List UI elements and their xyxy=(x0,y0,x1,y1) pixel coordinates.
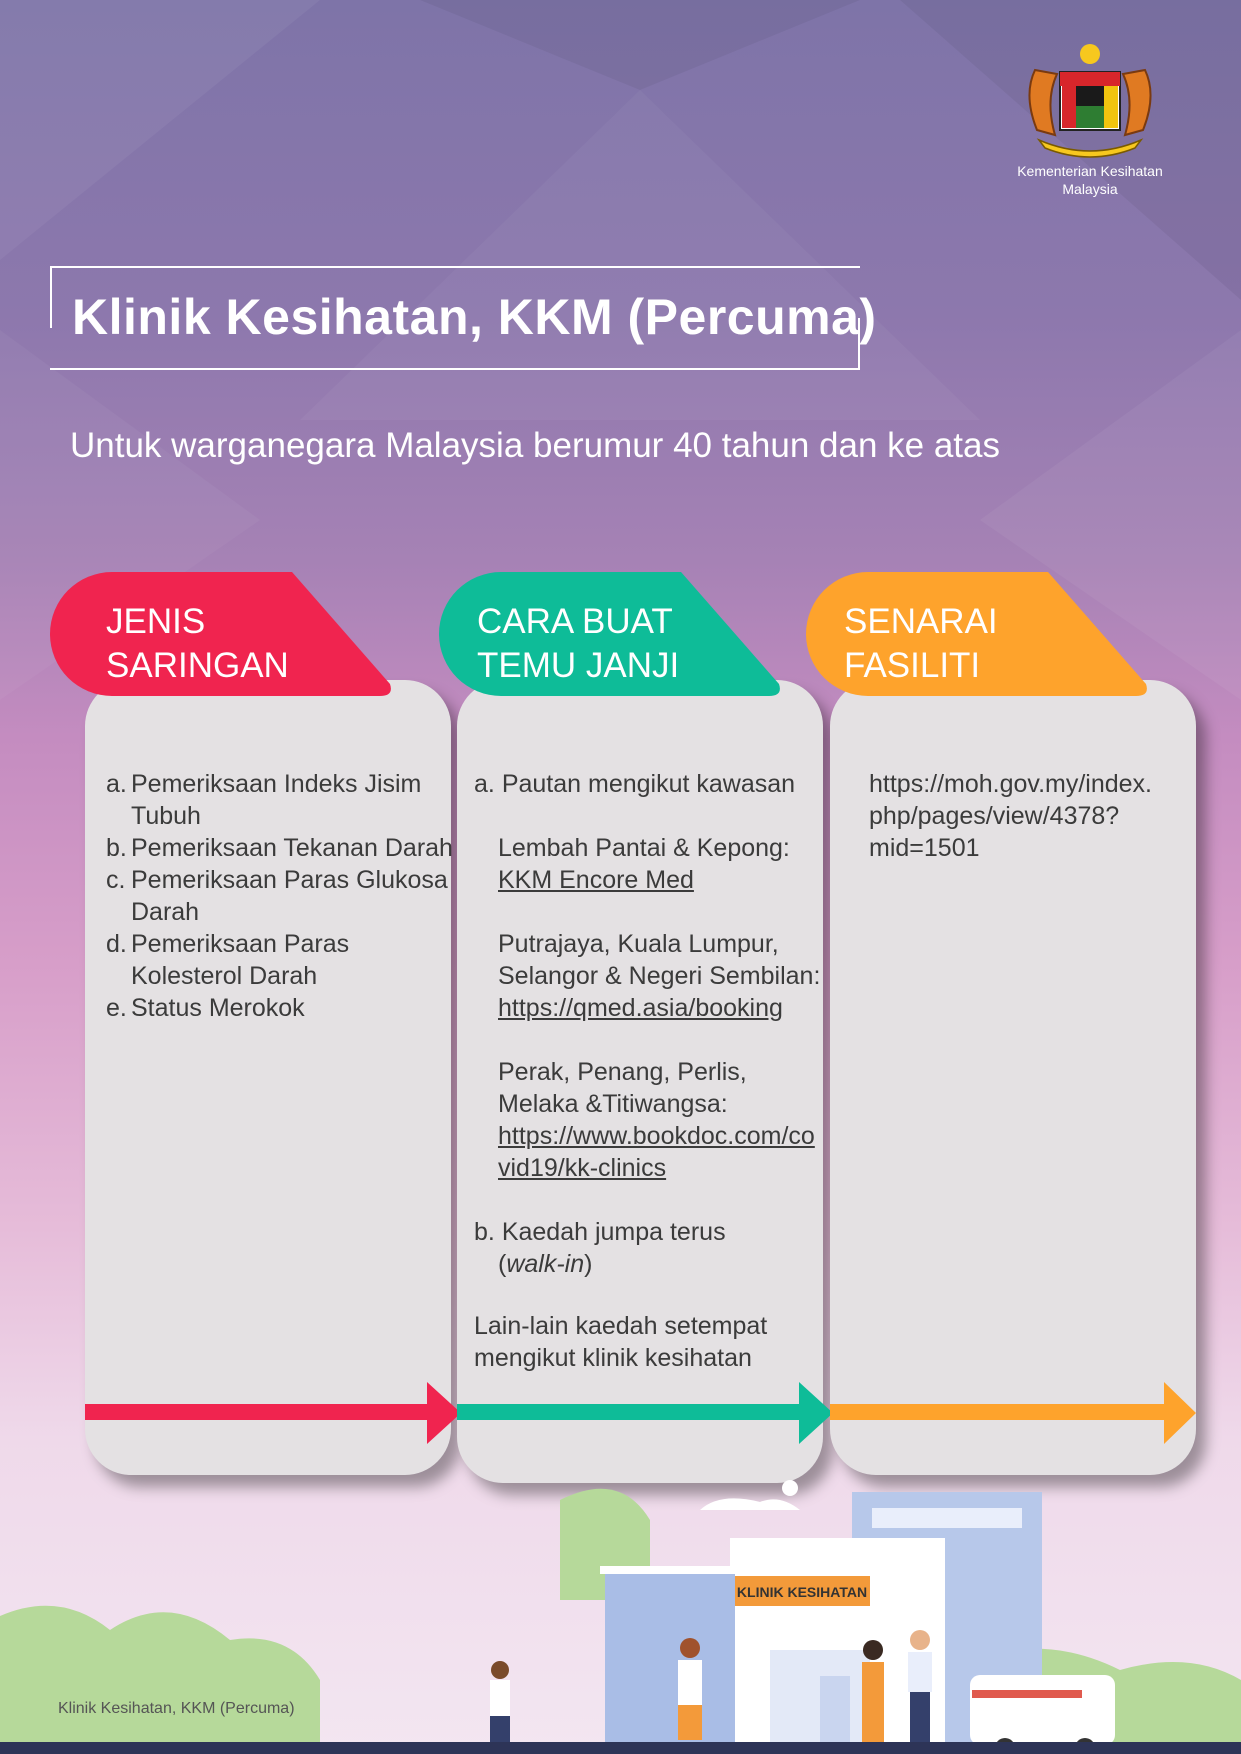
clinic-sign: KLINIK KESIHATAN xyxy=(736,1584,868,1600)
region-label-1: Lembah Pantai & Kepong: xyxy=(498,834,790,862)
booking-link-qmed[interactable]: https://qmed.asia/booking xyxy=(498,994,783,1022)
step-arrow-teal xyxy=(457,1382,833,1444)
walk-in-method: b. Kaedah jumpa terus xyxy=(474,1218,726,1246)
appointment-instructions xyxy=(474,768,824,1374)
ministry-name-line1: Kementerian Kesihatan xyxy=(1017,163,1163,179)
list-item: a. Pemeriksaan Indeks Jisim Tubuh xyxy=(106,770,422,830)
bottom-bar xyxy=(0,1742,1241,1754)
region-label-2: Putrajaya, Kuala Lumpur, Selangor & Negeri Sembilan: xyxy=(498,930,821,990)
page-title: Klinik Kesihatan, KKM (Percuma) xyxy=(72,289,877,345)
list-item: d. Pemeriksaan Paras Kolesterol Darah xyxy=(106,930,350,990)
step-tab-appointment xyxy=(437,570,787,698)
step-label-facilities: SENARAI FASILITI xyxy=(844,602,998,685)
facilities-list-url[interactable]: https://moh.gov.my/index. php/pages/view/4378? mid=1501 xyxy=(869,770,1152,862)
ministry-name-line2: Malaysia xyxy=(1062,181,1118,197)
other-methods-note: Lain-lain kaedah setempat mengikut klinik kesihatan xyxy=(474,1312,768,1372)
step-tab-facilities xyxy=(804,570,1154,698)
page-subtitle: Untuk warganegara Malaysia berumur 40 tahun dan ke atas xyxy=(70,426,1000,465)
walk-in-note: (walk-in) xyxy=(498,1250,593,1278)
step-arrow-orange xyxy=(830,1382,1198,1444)
step-tab-screening xyxy=(48,570,398,698)
step-arrow-red xyxy=(85,1382,461,1444)
booking-link-bookdoc[interactable]: https://www.bookdoc.com/covid19/kk-clinics xyxy=(498,1122,815,1182)
list-item: c. Pemeriksaan Paras Glukosa Darah xyxy=(106,866,448,926)
step-label-screening: JENIS SARINGAN xyxy=(106,602,289,685)
screening-list xyxy=(106,768,456,1024)
list-item: b. Pemeriksaan Tekanan Darah xyxy=(106,834,453,862)
region-label-3: Perak, Penang, Perlis, Melaka &Titiwangsa: xyxy=(498,1058,747,1118)
ministry-emblem xyxy=(1000,40,1180,198)
list-item: e. Status Merokok xyxy=(106,994,305,1022)
link-by-region-heading: a. Pautan mengikut kawasan xyxy=(474,770,796,798)
coat-of-arms-icon xyxy=(1015,40,1165,158)
footer-caption: Klinik Kesihatan, KKM (Percuma) xyxy=(58,1700,295,1717)
step-label-appointment: CARA BUAT TEMU JANJI xyxy=(477,602,680,685)
booking-link-encore-med[interactable]: KKM Encore Med xyxy=(498,866,694,894)
